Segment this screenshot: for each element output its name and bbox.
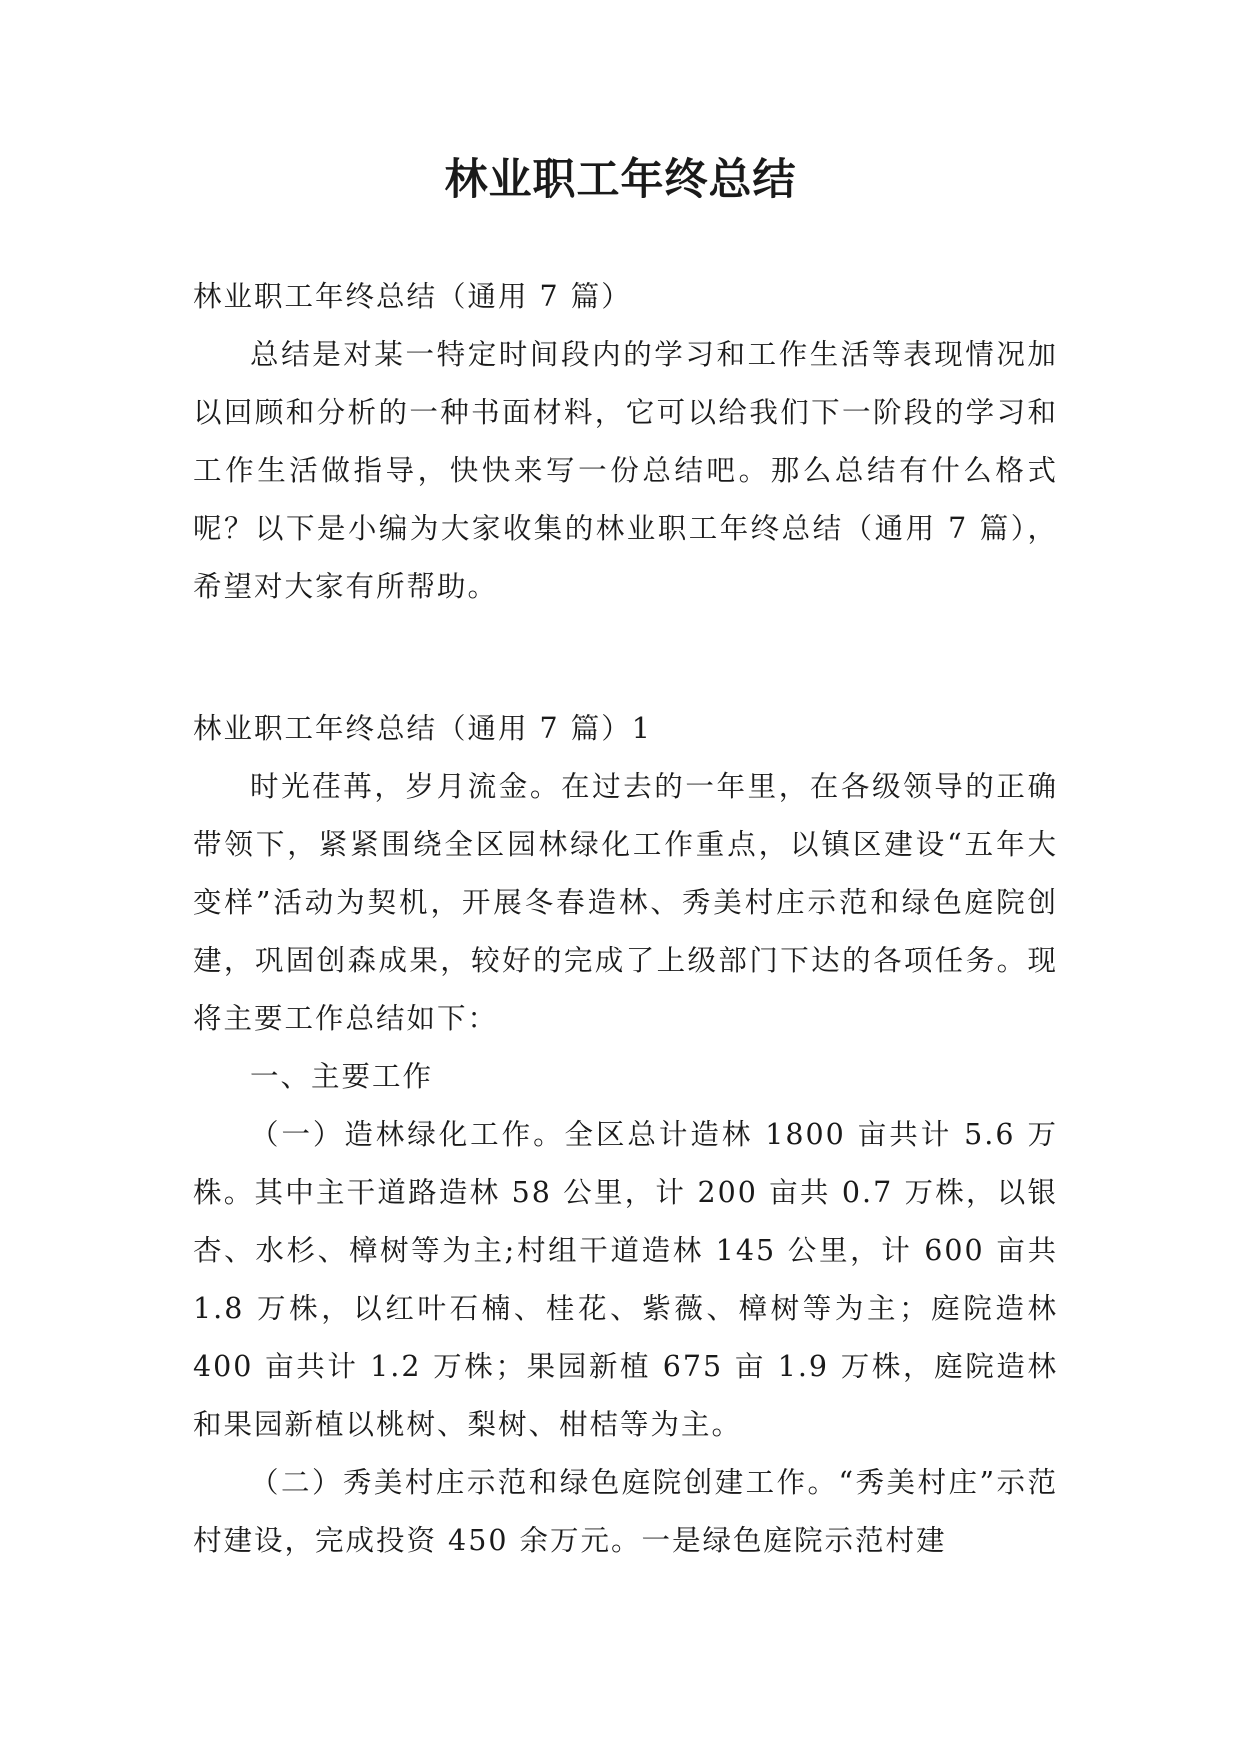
section-1-heading: 林业职工年终总结（通用 7 篇）1 [193, 712, 652, 745]
document-subtitle: 林业职工年终总结（通用 7 篇） [193, 280, 632, 313]
intro-block [193, 268, 1058, 616]
document-title: 林业职工年终总结 [444, 155, 797, 205]
section-1-paragraph-2: （一）造林绿化工作。全区总计造林 1800 亩共计 5.6 万株。其中主干道路造林 58 公里，计 200 亩共 0.7 万株，以银杏、水杉、樟树等为主;村组干道造林 145 公里，计 600 亩共 1.8 万株，以红叶石楠、桂花、紫薇、樟树等为主；庭院造林 400 亩共计 1.2 万株；果园新植 675 亩 1.9 万株，庭院造林和果园新植以桃树、梨树、柑桔等为主。 [193, 1118, 1058, 1441]
section-1-paragraph-1: 时光荏苒，岁月流金。在过去的一年里，在各级领导的正确带领下，紧紧围绕全区园林绿化工作重点，以镇区建设“五年大变样”活动为契机，开展冬春造林、秀美村庄示范和绿色庭院创建，巩固创森成果，较好的完成了上级部门下达的各项任务。现将主要工作总结如下： [193, 770, 1058, 1035]
section-1 [193, 700, 1058, 1570]
intro-paragraph: 总结是对某一特定时间段内的学习和工作生活等表现情况加以回顾和分析的一种书面材料，它可以给我们下一阶段的学习和工作生活做指导，快快来写一份总结吧。那么总结有什么格式呢？以下是小编为大家收集的林业职工年终总结（通用 7 篇），希望对大家有所帮助。 [193, 338, 1058, 603]
section-1-paragraph-3: （二）秀美村庄示范和绿色庭院创建工作。“秀美村庄”示范村建设，完成投资 450 余万元。一是绿色庭院示范村建 [193, 1466, 1058, 1557]
section-1-subheading: 一、主要工作 [250, 1060, 434, 1093]
